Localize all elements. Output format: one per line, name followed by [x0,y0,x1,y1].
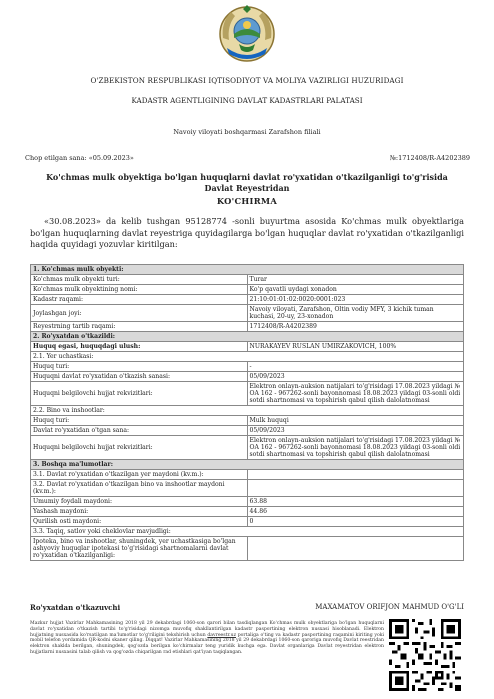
row-value [247,537,464,561]
registrar-name: MAXAMATOV ORIFJON MAHMUD O'G'LI [315,603,464,611]
row-label: Huquq turi: [31,362,248,372]
table-row [31,362,464,372]
footer-text: portaliga o'ting va kadastr pasportining raqamini kiriting yoki mobil telefon yordamida QR-kodni skaner qiling. Diqqat! Vazirlar Mahkamasining 2018 yil 29 dekabrdagi 1060-son qaroriga muvofiq Davlat reestridan elektron shaklda berilgan, shuningdek, qog'ozda berilgan ko'chirmalar teng yuridik kuchga ega. Davlat organlariga Davlat reyestridan elektron hujjatlarni nusxasini talab qilish va qog'ozda chiqarilgan rad etishlari qat'iyan taqiqlangan. [30,632,384,655]
table-row [31,352,464,362]
row-label: Huquq egasi, huquqdagi ulush: [31,342,248,352]
qr-code-icon [389,619,461,691]
row-label: Huquqni belgilovchi hujjat rekvizitlari: [31,382,248,406]
row-value: Mulk huquqi [247,416,464,426]
section-header [31,460,464,470]
row-value: 05/09/2023 [247,426,464,436]
row-label: Umumiy foydali maydoni: [31,497,248,507]
subsection-title: 2.1. Yer uchastkasi: [31,352,464,362]
row-label: Yashash maydoni: [31,507,248,517]
table-row [31,382,464,406]
table-row [31,372,464,382]
row-value: 1712408/R-A4202389 [247,322,464,332]
table-row [31,436,464,460]
row-label: 3.2. Davlat ro'yxatidan o'tkazilgan bino va inshootlar maydoni (kv.m.): [31,480,248,497]
branch-heading: Navoiy viloyati boshqarmasi Zarafshon filiali [173,128,321,136]
state-emblem-icon [217,4,277,64]
table-row [31,322,464,332]
table-row [31,517,464,527]
row-label: Kadastr raqami: [31,295,248,305]
chamber-heading: KADASTR AGENTLIGINING DAVLAT KADASTRLARI PALATASI [131,96,363,105]
subsection-title: 2.2. Bino va inshootlar: [31,406,464,416]
section-header [31,265,464,275]
row-label: Davlat ro'yxatidan o'tgan sana: [31,426,248,436]
row-label: Huquq turi: [31,416,248,426]
table-row [31,295,464,305]
row-value: Elektron onlayn-auksion natijalari to'g'risidagi 17.08.2023 yildagi № OA 162 - 967262-sonli bayonnomasi 18.08.2023 yildagi 03-sonli oldi sotdi shartnomasi va topshirish qabul qilish dalolatnomasi [247,436,464,460]
row-value: 44.86 [247,507,464,517]
document-subtitle: KO'CHIRMA [216,196,278,206]
footer-text: Mazkur hujjat Vazirlar Mahkamasining 2018 yil 29 dekabrdagi 1060-son qarori bilan tasdiqlangan Ko'chmas mulk obyektlariga bo'lgan huquqlarni davlat ro'yxatidan o'tkazish tartibi to'g'risidagi nizomga muvofiq shakllantirilgan kadastr pasportining elektron nusxasi hisoblanadi. Elektron hujjatning nusxasida ko'rsatilgan ma'lumotlar to'g'riligini tekshirish uchun [30,621,384,638]
row-value [247,480,464,497]
row-value [247,470,464,480]
table-row [31,537,464,561]
table-row [31,527,464,537]
table-row [31,497,464,507]
table-row [31,470,464,480]
print-date: Chop etilgan sana: «05.09.2023» [25,154,134,162]
row-value: 0 [247,517,464,527]
row-label: Ko'chmas mulk obyekti turi: [31,275,248,285]
section-title: 3. Boshqa ma'lumotlar: [31,460,464,470]
section-title: 1. Ko'chmas mulk obyekti: [31,265,464,275]
row-value: Turar [247,275,464,285]
row-label: Joylashgan joyi: [31,305,248,322]
row-label: Huquqni belgilovchi hujjat rekvizitlari: [31,436,248,460]
table-row [31,406,464,416]
table-row [31,285,464,295]
row-value: Navoiy viloyati, Zarafshon, Oltin vodiy MFY, 3 kichik tuman kuchasi, 20-uy, 23-xonadon [247,305,464,322]
section-header [31,332,464,342]
row-label: Huquqni davlat ro'yxatidan o'tkazish sanasi: [31,372,248,382]
portal-link[interactable]: davreestr.uz [207,632,236,638]
row-label: Ipoteka, bino va inshootlar, shuningdek, yer uchastkasiga bo'lgan ashyoviy huquqlar ipotekasi to'g'risidagi shartnomalarni davlat ro'yxatidan o'tkazilganligi: [31,537,248,561]
row-label: 3.1. Davlat ro'yxatidan o'tkazilgan yer maydoni (kv.m.): [31,470,248,480]
row-label: Ko'chmas mulk obyektining nomi: [31,285,248,295]
table-row [31,426,464,436]
row-value: 05/09/2023 [247,372,464,382]
row-value: - [247,362,464,372]
row-value: 21:10:01:01:02:0020:0001:023 [247,295,464,305]
row-value: NURAKAYEV RUSLAN UMIRZAKOVICH, 100% [247,342,464,352]
intro-paragraph: «30.08.2023» da kelib tushgan 95128774 -sonli buyurtma asosida Ko'chmas mulk obyektlariga bo'lgan huquqlarning davlat reyestriga quyidagilarga bo'lgan huquqlar davlat ro'yxatidan o'tkazilganligi haqida quyidagi yozuvlar kiritilgan: [30,216,464,249]
registrar-label: Ro'yxatdan o'tkazuvchi [30,603,121,612]
table-row [31,342,464,352]
footer-note [30,621,384,656]
row-label: Reyestrning tartib raqami: [31,322,248,332]
document-number: №:1712408/R-A4202389 [389,154,470,162]
table-row [31,416,464,426]
row-value: Ko'p qavatli uydagi xonadon [247,285,464,295]
section-title: 2. Ro'yxatdan o'tkazildi: [31,332,464,342]
table-row [31,480,464,497]
registry-table [30,264,464,561]
document-title: Ko'chmas mulk obyektiga bo'lgan huquqlarni davlat ro'yxatidan o'tkazilganligi to'g'risida Davlat Reyestridan [46,172,448,193]
table-row [31,305,464,322]
subsection-title: 3.3. Taqiq, satlov yoki cheklovlar mavjudligi: [31,527,464,537]
table-row [31,275,464,285]
row-value: Elektron onlayn-auksion natijalari to'g'risidagi 17.08.2023 yildagi № OA 162 - 967262-sonli bayonnomasi 18.08.2023 yildagi 03-sonli oldi sotdi shartnomasi va topshirish qabul qilish dalolatnomasi [247,382,464,406]
row-value: 63.88 [247,497,464,507]
table-row [31,507,464,517]
row-label: Qurilish osti maydoni: [31,517,248,527]
ministry-heading: O'ZBEKISTON RESPUBLIKASI IQTISODIYOT VA MOLIYA VAZIRLIGI HUZURIDAGI [90,76,404,85]
